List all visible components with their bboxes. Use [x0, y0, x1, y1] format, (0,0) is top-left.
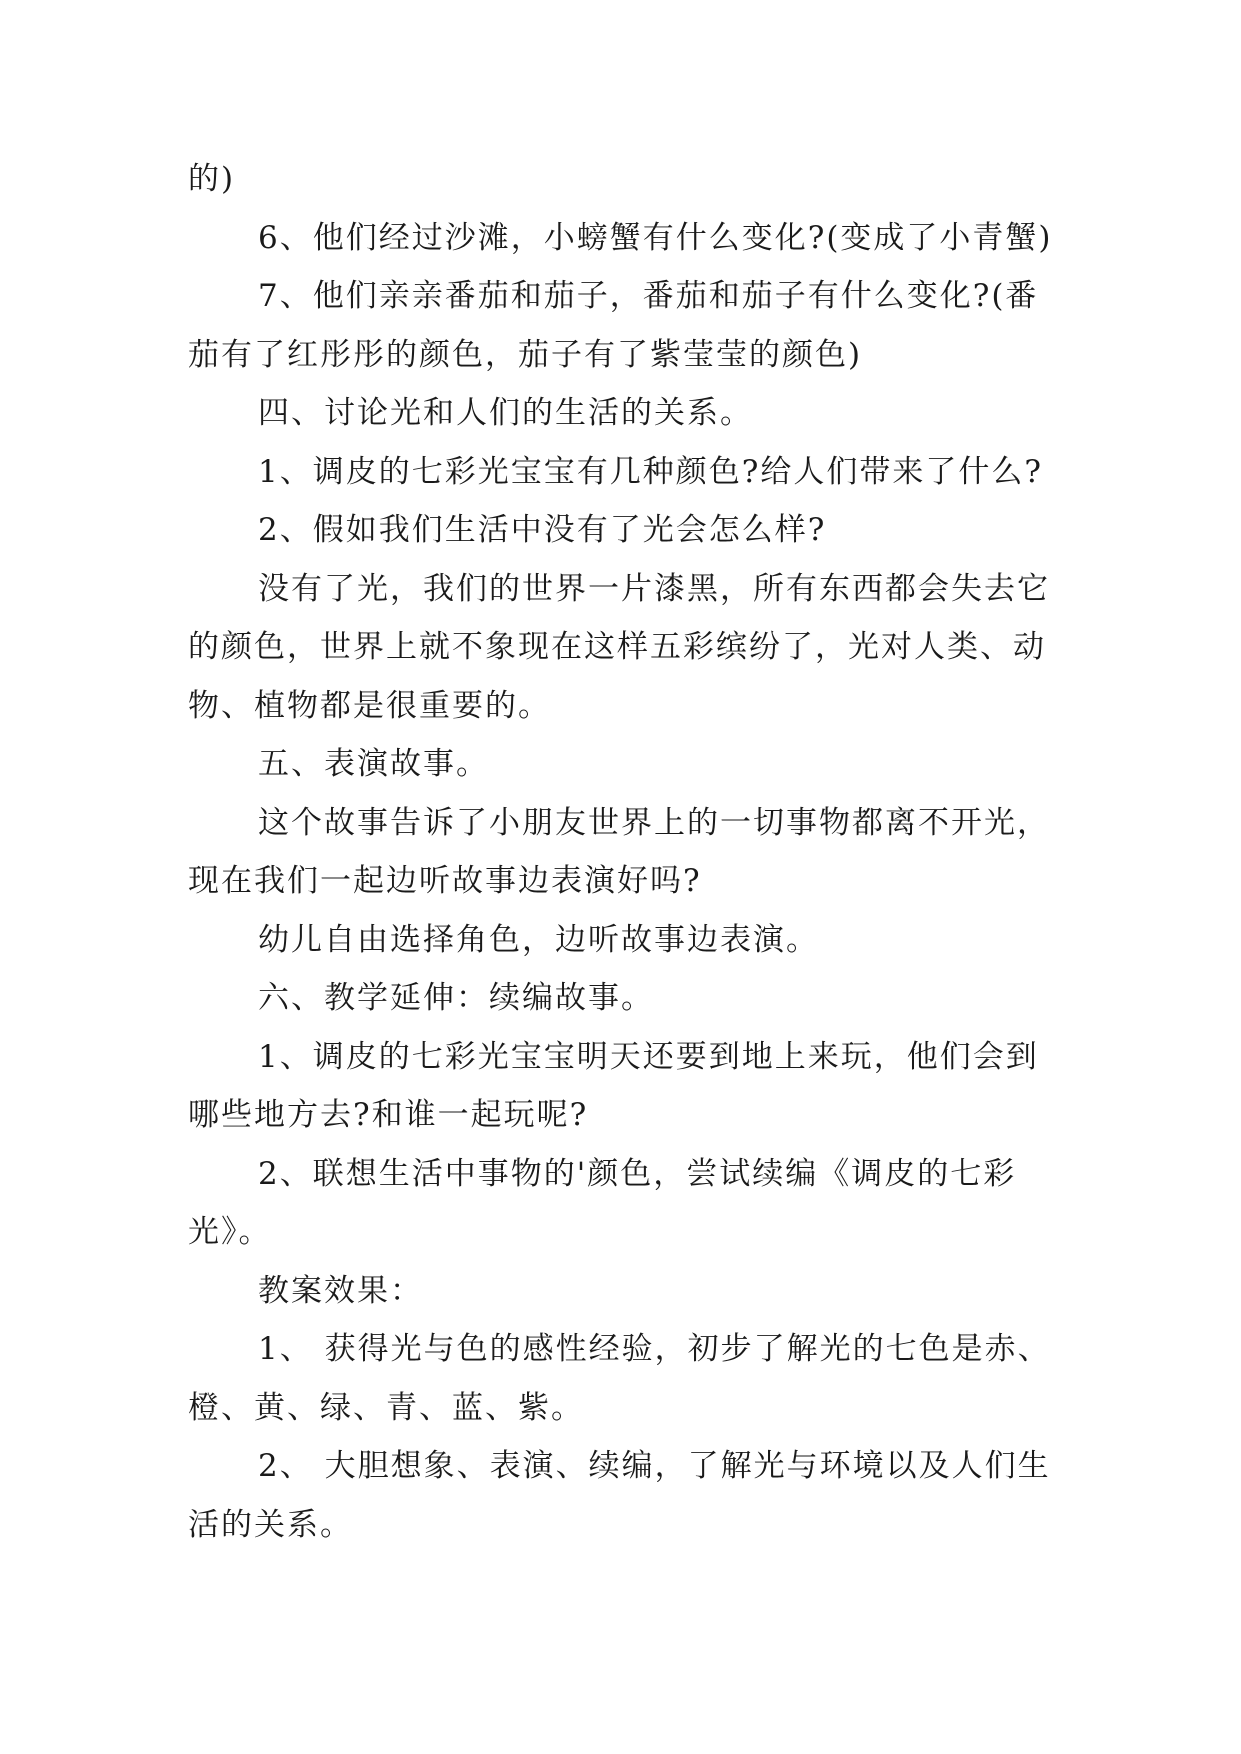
section-heading: 教案效果：	[258, 1272, 423, 1309]
text-line: 2、联想生活中事物的'颜色，尝试续编《调皮的七彩	[258, 1155, 1017, 1192]
text-line: 活的关系。	[188, 1506, 353, 1543]
text-line: 没有了光，我们的世界一片漆黑，所有东西都会失去它	[258, 570, 1050, 607]
text-line: 物、植物都是很重要的。	[188, 687, 551, 724]
text-line: 7、他们亲亲番茄和茄子，番茄和茄子有什么变化?(番	[258, 278, 1039, 314]
section-heading: 五、表演故事。	[258, 746, 489, 782]
text-line: 这个故事告诉了小朋友世界上的一切事物都离不开光，	[258, 804, 1050, 841]
text-line: 1、调皮的七彩光宝宝有几种颜色?给人们带来了什么?	[258, 453, 1043, 490]
text-line: 茄有了红彤彤的颜色，茄子有了紫莹莹的颜色)	[188, 336, 863, 373]
text-line: 现在我们一起边听故事边表演好吗?	[188, 863, 702, 899]
text-line: 2、 大胆想象、表演、续编，了解光与环境以及人们生	[258, 1448, 1051, 1484]
text-line: 6、他们经过沙滩，小螃蟹有什么变化?(变成了小青蟹)	[258, 219, 1053, 256]
text-line: 2、假如我们生活中没有了光会怎么样?	[258, 512, 827, 548]
text-line: 幼儿自由选择角色，边听故事边表演。	[258, 921, 819, 958]
section-heading: 六、教学延伸：续编故事。	[258, 980, 654, 1016]
text-line: 1、调皮的七彩光宝宝明天还要到地上来玩，他们会到	[258, 1038, 1039, 1075]
section-heading: 四、讨论光和人们的生活的关系。	[258, 395, 753, 431]
text-line: 哪些地方去?和谁一起玩呢?	[188, 1097, 589, 1133]
text-line: 的颜色，世界上就不象现在这样五彩缤纷了，光对人类、动	[188, 629, 1046, 665]
text-line: 的)	[188, 161, 236, 197]
document-body	[188, 150, 1068, 1554]
text-line: 1、 获得光与色的感性经验，初步了解光的七色是赤、	[258, 1331, 1051, 1367]
text-line: 光》。	[188, 1214, 272, 1250]
text-line: 橙、黄、绿、青、蓝、紫。	[188, 1389, 584, 1426]
